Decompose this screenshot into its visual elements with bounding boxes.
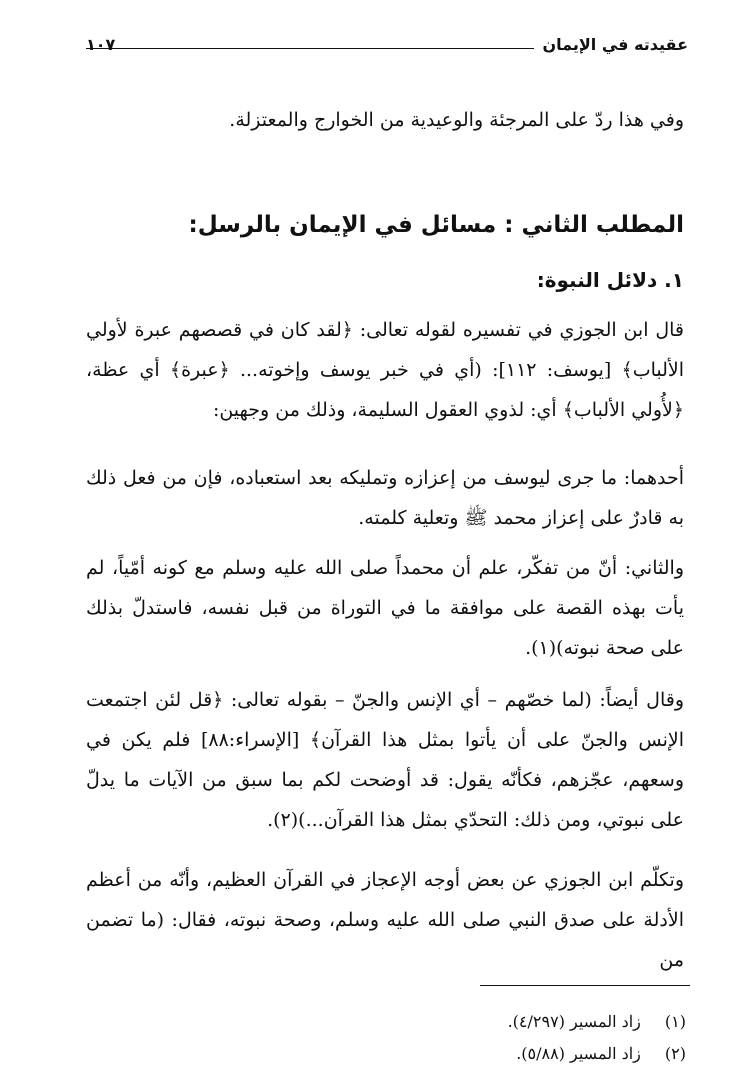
section-title: المطلب الثاني : مسائل في الإيمان بالرسل:: [188, 212, 684, 238]
footnote-rule: [480, 985, 690, 986]
page-number: ١٠٧: [86, 35, 116, 54]
footnote-2: [86, 1044, 686, 1063]
paragraph-5: وتكلّم ابن الجوزي عن بعض أوجه الإعجاز في القرآن العظيم، وأنّه من أعظم الأدلة على صدق النبي صلى الله عليه وسلم، وصحة نبوته، فقال: (ما تضمن من: [86, 869, 684, 971]
footnote-1: [86, 1012, 686, 1031]
paragraph-3: والثاني: أنّ من تفكّر، علم أن محمداً صلى الله عليه وسلم مع كونه أمّياً، لم يأت بهذه القصة على موافقة ما في التوراة من قبل نفسه، فاستدلّ بذلك على صحة نبوته)(١).: [86, 557, 684, 659]
paragraph-1: قال ابن الجوزي في تفسيره لقوله تعالى: ﴿لقد كان في قصصهم عبرة لأولي الألباب﴾ [يوسف: ١١٢]: (أي في خبر يوسف وإخوته... ﴿عبرة﴾ أي عظة، ﴿لأُولي الألباب﴾ أي: لذوي العقول السليمة، وذلك من وجهين:: [86, 319, 685, 421]
footnote-2-text: زاد المسير (٥/٨٨).: [516, 1044, 641, 1063]
subsection-title: ١. دلائل النبوة:: [536, 268, 684, 292]
intro-paragraph: وفي هذا ردّ على المرجئة والوعيدية من الخوارج والمعتزلة.: [229, 109, 684, 131]
footnote-2-number: (٢): [664, 1044, 686, 1063]
running-header: [86, 30, 688, 54]
paragraph-4: وقال أيضاً: (لما خصّهم – أي الإنس والجنّ – بقوله تعالى: ﴿قل لئن اجتمعت الإنس والجنّ على أن يأتوا بمثل هذا القرآن﴾ [الإسراء:٨٨] فلم يكن في وسعهم، عجّزهم، فكأنّه يقول: قد أوضحت لكم بما سبق من الآيات ما يدلّ على نبوتي، ومن ذلك: التحدّي بمثل هذا القرآن...)(٢).: [86, 689, 685, 831]
paragraph-2: أحدهما: ما جرى ليوسف من إعزازه وتمليكه بعد استعباده، فإن من فعل ذلك به قادرٌ على إعزاز محمد ﷺ وتعلية كلمته.: [86, 467, 684, 529]
header-rule: [86, 48, 534, 49]
header-title: عقيدته في الإيمان: [542, 35, 688, 54]
footnote-1-text: زاد المسير (٤/٢٩٧).: [507, 1012, 641, 1031]
footnote-1-number: (١): [664, 1012, 686, 1031]
